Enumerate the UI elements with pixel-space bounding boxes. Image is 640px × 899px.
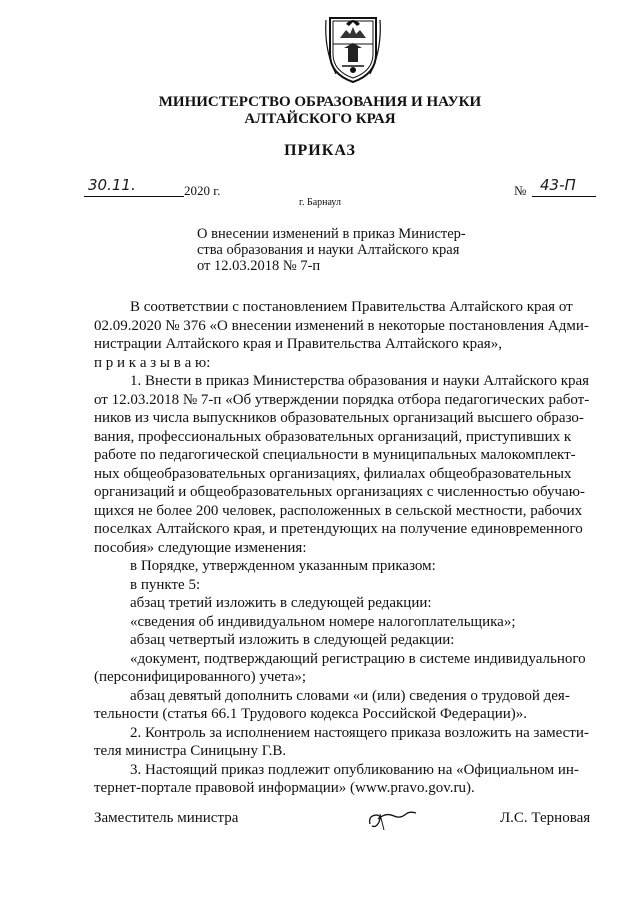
body-line: теля министра Синицыну Г.В.: [94, 743, 287, 759]
body-line: ных общеобразовательных организациях, филиалах общеобразовательных: [94, 465, 572, 482]
altai-coat-of-arms-icon: [324, 10, 382, 86]
body-line: вания, профессиональных образовательных организаций, приступивших к: [94, 428, 572, 445]
body-line: организаций и общеобразовательных организациях с численностью обучаю-: [94, 484, 585, 500]
handwritten-date: 30.11.: [88, 176, 136, 194]
order-body: [94, 298, 600, 798]
body-line: ников из числа выпускников образовательных организаций высшего образо-: [94, 410, 584, 426]
body-line: поселках Алтайского края, и претендующих на получение единовременного: [94, 521, 583, 537]
body-line: абзац девятый дополнить словами «и (или) сведения о трудовой дея-: [130, 687, 570, 704]
body-line: 1. Внести в приказ Министерства образования и науки Алтайского края: [130, 373, 590, 389]
handwritten-number: 43-П: [540, 176, 576, 194]
body-line: от 12.03.2018 № 7-п «Об утверждении порядка отбора педагогических работ-: [94, 391, 590, 408]
signatory-name: Л.С. Терновая: [500, 810, 591, 826]
ministry-name-line2: АЛТАЙСКОГО КРАЯ: [244, 111, 396, 127]
body-line: абзац третий изложить в следующей редакции:: [130, 595, 432, 611]
body-line: пособия» следующие изменения:: [94, 539, 307, 556]
body-line: 3. Настоящий приказ подлежит опубликованию на «Официальном ин-: [130, 761, 579, 778]
body-line: щихся не более 200 человек, расположенных в сельской местности, рабочих: [94, 502, 583, 519]
date-year: 2020 г.: [184, 183, 221, 198]
body-line: в пункте 5:: [130, 576, 201, 593]
city: г. Барнаул: [299, 197, 341, 208]
order-title: ПРИКАЗ: [284, 142, 356, 159]
subject-line-2: ства образования и науки Алтайского края: [197, 242, 460, 258]
subject-line-3: от 12.03.2018 № 7-п: [197, 258, 321, 274]
handwritten-signature-icon: [366, 806, 418, 832]
body-line: (персонифицированного) учета»;: [94, 669, 307, 685]
subject-line-1: О внесении изменений в приказ Министер-: [197, 226, 466, 242]
body-line: тельности (статья 66.1 Трудового кодекса Российской Федерации)».: [94, 706, 528, 722]
body-line: работе по педагогической специальности в муниципальных малокомплект-: [94, 447, 576, 463]
body-line: В соответствии с постановлением Правительства Алтайского края от: [130, 299, 573, 315]
body-line: нистрации Алтайского края и Правительства Алтайского края»,: [94, 336, 502, 352]
signatory-position: Заместитель министра: [94, 810, 239, 826]
body-line: 2. Контроль за исполнением настоящего приказа возложить на замести-: [130, 724, 589, 741]
order-subject: [197, 226, 507, 274]
body-line: «сведения об индивидуальном номере налогоплательщика»;: [130, 613, 516, 630]
body-line: абзац четвертый изложить в следующей редакции:: [130, 632, 455, 648]
body-line: 02.09.2020 № 376 «О внесении изменений в некоторые постановления Адми-: [94, 317, 589, 334]
number-label: №: [514, 183, 527, 198]
body-line: п р и к а з ы в а ю:: [94, 354, 211, 371]
body-line: тернет-портале правовой информации» (www.pravo.gov.ru).: [94, 780, 475, 796]
body-line: в Порядке, утвержденном указанным приказом:: [130, 558, 436, 574]
ministry-name-line1: МИНИСТЕРСТВО ОБРАЗОВАНИЯ И НАУКИ: [158, 94, 482, 110]
body-line: «документ, подтверждающий регистрацию в системе индивидуального: [130, 650, 586, 667]
